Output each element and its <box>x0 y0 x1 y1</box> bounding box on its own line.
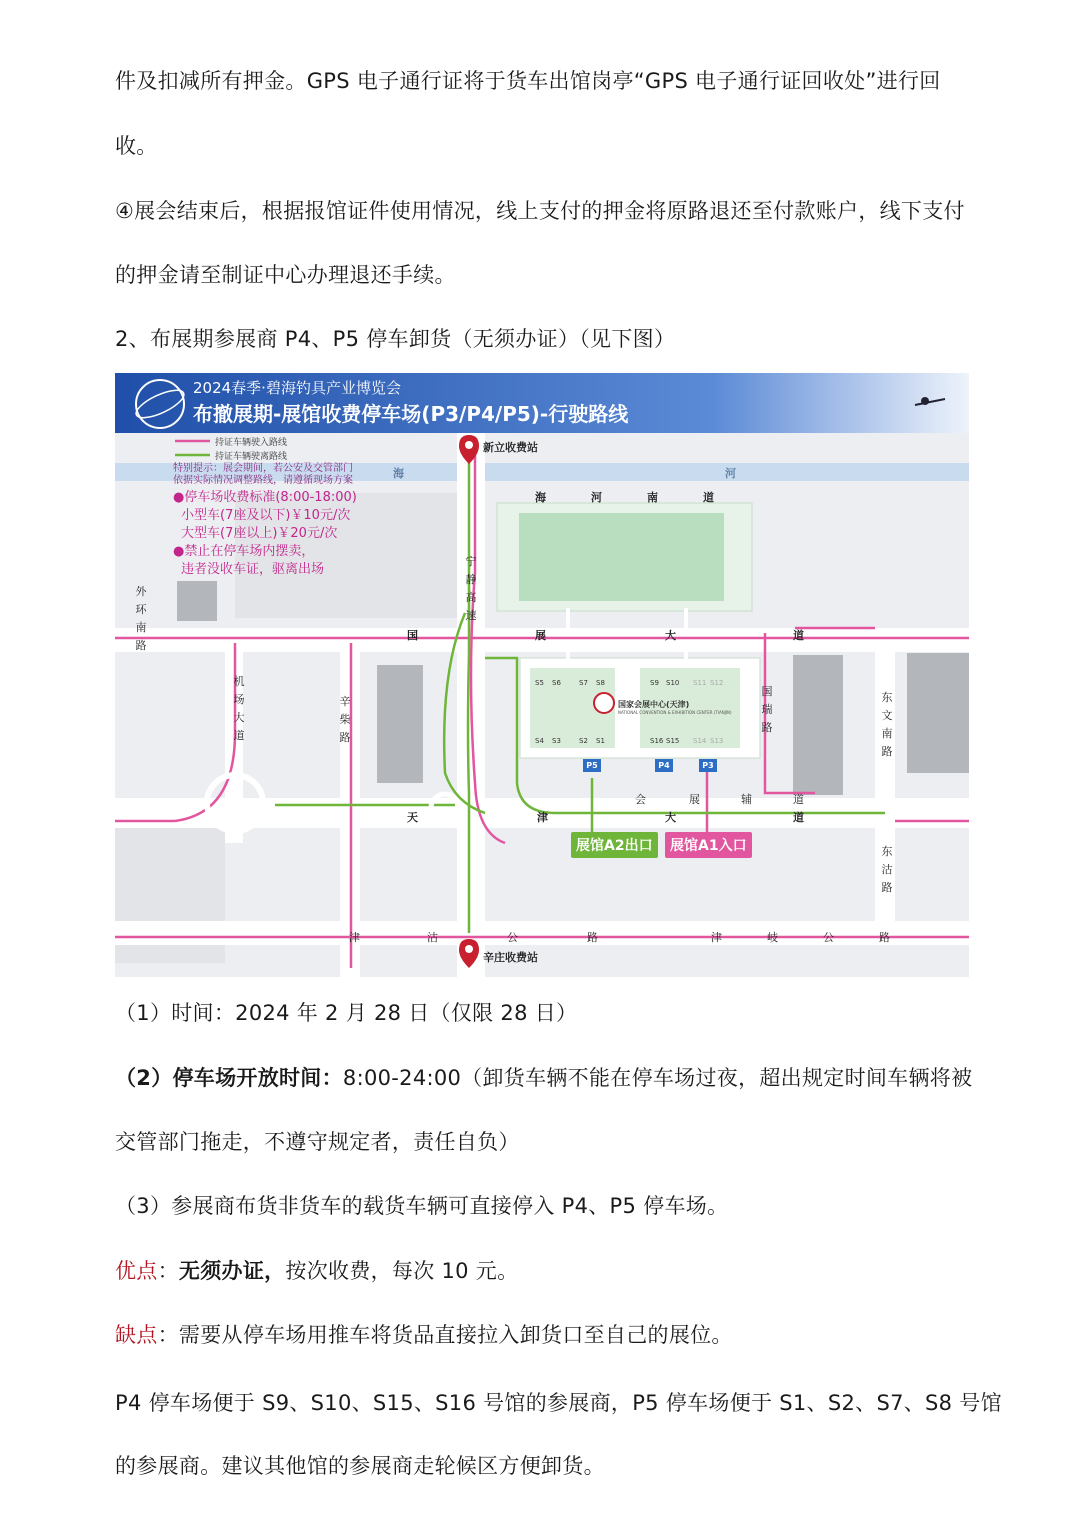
road-label-vertical: 辛柴路 <box>339 695 351 744</box>
center-logo-icon <box>594 693 614 713</box>
fee-rule: 小型车(7座及以下)￥10元/次 <box>181 508 351 523</box>
hall-label: S6 <box>552 679 561 687</box>
info-time: （1）时间：2024 年 2 月 28 日（仅限 28 日） <box>115 1001 578 1025</box>
road-label: 道 <box>793 793 804 806</box>
building-block <box>377 665 423 783</box>
paragraph-line: 收。 <box>115 134 158 158</box>
road-label: 津 <box>349 931 360 944</box>
road-label: 路 <box>587 931 598 944</box>
paragraph-line: 的参展商。建议其他馆的参展商走轮候区方便卸货。 <box>115 1454 605 1478</box>
pros-bold: 无须办证， <box>178 1259 286 1283</box>
center-name-en: NATIONAL CONVENTION & EXHIBITION CENTER (TIANJIN) <box>618 710 732 715</box>
pros-line: 优点：无须办证，按次收费，每次 10 元。 <box>115 1259 519 1283</box>
road-label: 公 <box>507 931 518 944</box>
section-heading: 2、布展期参展商 P4、P5 停车卸货（无须办证）（见下图） <box>115 327 676 351</box>
road-label-vertical: 机场大道 <box>233 675 245 742</box>
hall-label: S5 <box>535 679 544 687</box>
hall-label: S9 <box>650 679 659 687</box>
exit-a2-tag: 展馆A2出口 <box>571 832 658 858</box>
road-label-vertical: 东文南路 <box>881 691 893 758</box>
hall-label: S7 <box>579 679 588 687</box>
road-label: 津 <box>537 811 548 824</box>
road-label: 道 <box>703 491 714 504</box>
building-block <box>907 653 969 773</box>
river-label: 海 <box>393 467 404 480</box>
road-label: 展 <box>535 629 546 642</box>
legend-in-label: 持证车辆驶入路线 <box>215 438 288 448</box>
road-label: 会 <box>635 793 646 806</box>
road-label-vertical: 东沽路 <box>881 845 893 894</box>
hall-label: S15 <box>666 737 680 745</box>
legend-out-label: 持证车辆驶离路线 <box>215 452 288 462</box>
parking-p3: P3 <box>699 759 717 772</box>
fee-rule: 大型车(7座以上)￥20元/次 <box>181 526 338 541</box>
notice-line: 依据实际情况调整路线，请遵循现场方案 <box>173 475 353 486</box>
paragraph-line: 的押金请至制证中心办理退还手续。 <box>115 263 456 287</box>
hall-label: S13 <box>710 737 724 745</box>
open-hours-label: （2）停车场开放时间： <box>115 1066 343 1090</box>
hall-label: S16 <box>650 737 664 745</box>
fee-rule: ●禁止在停车场内摆卖， <box>173 544 315 559</box>
road-label: 南 <box>647 491 658 504</box>
road-label: 天 <box>407 811 418 824</box>
cons-line: 缺点：需要从停车场用推车将货品直接拉入卸货口至自己的展位。 <box>115 1323 733 1347</box>
pros-text: 按次收费，每次 10 元。 <box>285 1259 519 1283</box>
route-map <box>115 373 969 977</box>
road-label-vertical: 外环南路 <box>135 585 147 652</box>
road-label: 国 <box>407 629 418 642</box>
road-label: 大 <box>665 629 676 642</box>
hall-label: S12 <box>710 679 724 687</box>
building-block <box>793 655 843 795</box>
hall-label: S14 <box>693 737 707 745</box>
road-label: 辅 <box>741 793 752 806</box>
center-name: 国家会展中心(天津) <box>618 700 690 709</box>
jin-gu-gong-lu <box>115 921 969 945</box>
road-label: 津 <box>711 931 722 944</box>
paragraph-line: P4 停车场便于 S9、S10、S15、S16 号馆的参展商，P5 停车场便于 S1、S2、S7、S8 号馆 <box>115 1391 1002 1415</box>
station-south: 辛庄收费站 <box>483 951 538 964</box>
road-label-vertical: 国瑞路 <box>761 685 773 734</box>
map-title: 布撤展期-展馆收费停车场(P3/P4/P5)-行驶路线 <box>193 402 629 426</box>
parking-p4: P4 <box>655 759 673 772</box>
hall-label: S8 <box>596 679 605 687</box>
map-subtitle: 2024春季·碧海钓具产业博览会 <box>193 379 401 397</box>
road-label: 公 <box>823 931 834 944</box>
station-north: 新立收费站 <box>483 441 538 454</box>
road-label: 岐 <box>767 931 778 944</box>
road-label: 道 <box>793 629 804 642</box>
hall-label: S3 <box>552 737 561 745</box>
fee-rule: 违者没收车证，驱离出场 <box>181 562 325 577</box>
info-note: （3）参展商布货非货车的载货车辆可直接停入 P4、P5 停车场。 <box>115 1194 729 1218</box>
road-label: 路 <box>879 931 890 944</box>
hall-label: S10 <box>666 679 680 687</box>
fee-rule: ●停车场收费标准(8:00-18:00) <box>173 490 357 505</box>
hall-label: S2 <box>579 737 588 745</box>
cons-text: 需要从停车场用推车将货品直接拉入卸货口至自己的展位。 <box>178 1323 733 1347</box>
paragraph-line: ④展会结束后，根据报馆证件使用情况，线上支付的押金将原路退还至付款账户，线下支付 <box>115 199 965 223</box>
road-label: 沽 <box>427 931 438 944</box>
hall-label: S11 <box>693 679 707 687</box>
hall-label: S1 <box>596 737 605 745</box>
road-label: 海 <box>535 491 546 504</box>
notice-line: 特别提示：展会期间，若公安及交管部门 <box>173 463 353 474</box>
road-label: 河 <box>591 491 602 504</box>
building-block <box>177 581 217 621</box>
paragraph-line: 件及扣减所有押金。GPS 电子通行证将于货车出馆岗亭“GPS 电子通行证回收处”进行回 <box>115 69 941 93</box>
paragraph-line: 交管部门拖走，不遵守规定者，责任自负） <box>115 1130 520 1154</box>
road-label: 大 <box>665 811 676 824</box>
entry-a1-tag: 展馆A1入口 <box>665 832 752 858</box>
cons-label: 缺点 <box>115 1323 158 1347</box>
road-label-vertical: 宁静高速 <box>465 555 477 622</box>
open-hours-value: 8:00-24:00（卸货车辆不能在停车场过夜，超出规定时间车辆将被 <box>342 1066 973 1090</box>
parking-p5: P5 <box>583 759 601 772</box>
river-label: 河 <box>725 467 736 480</box>
info-open-hours <box>115 1063 975 1093</box>
pros-label: 优点 <box>115 1259 158 1283</box>
road-label: 道 <box>793 811 804 824</box>
hall-label: S4 <box>535 737 544 745</box>
road-label: 展 <box>689 793 700 806</box>
